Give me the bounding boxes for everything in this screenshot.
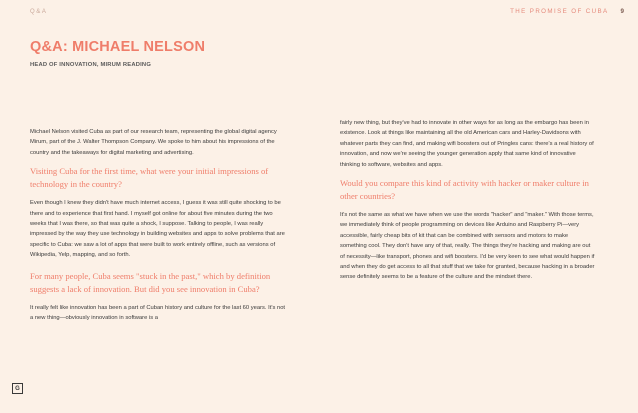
question-2: For many people, Cuba seems "stuck in the past," which by definition suggests a lack of innovation. But did you see innovation in Cuba? bbox=[30, 270, 271, 294]
question-1: Visiting Cuba for the first time, what were your initial impressions of technology in the country? bbox=[30, 166, 269, 190]
answer-2-start: It really felt like innovation has been a part of Cuban history and culture for the last 60 years. It's not a new thing—obviously innovation in software is a bbox=[30, 304, 286, 322]
answer-2-continued: fairly new thing, but they've had to innovate in other ways for as long as the embargo has been in existence. Look at things like maintaining all the old American cars and Harley-Davidsons with whatever parts they can find, and making wifi boosters out of Pringles cans: there's a real history of innovation, and now we're seeing the younger generation apply that same kind of innovative thinking to software, websites and apps. bbox=[340, 120, 594, 168]
page-number: 9 bbox=[620, 8, 624, 15]
running-header bbox=[510, 8, 624, 15]
article-title: Q&A: MICHAEL NELSON bbox=[30, 39, 206, 55]
running-header-section: Q&A bbox=[30, 9, 48, 15]
publication-title: THE PROMISE OF CUBA bbox=[510, 8, 609, 15]
answer-3: It's not the same as what we have when we use the words "hacker" and "maker." With those terms, we immediately think of people programming on devices like Arduino and Raspberry Pi—very accessible, fairly cheap bits of kit that can be combined with sensors and motors to make something cool. They don't have any of that, really. The things they're hacking and making are out of necessity—like transport, phones and wifi boosters. I'd be very keen to see what would happen if and when they do get access to all that stuff that we take for granted, because hacking in a broader sense definitely seems to be a feature of the culture and the mindset there. bbox=[340, 212, 595, 281]
right-column bbox=[340, 118, 596, 283]
publisher-logo: G bbox=[12, 383, 23, 394]
left-column bbox=[30, 127, 286, 323]
intro-paragraph: Michael Nelson visited Cuba as part of our research team, representing the global digital agency Mirum, part of the J. Walter Thompson Company. We spoke to him about his impressions of the country and the takeaways for digital marketing and advertising. bbox=[30, 129, 277, 156]
answer-1: Even though I knew they didn't have much internet access, I guess it was still quite shocking to be there and to experience that first hand. I myself got online for about five minutes during the two weeks that I was there, so that was quite a shock, I suppose. Talking to people, I was really impressed by the way they use technology in building websites and apps to solve problems that are specific to Cuba: we saw a lot of apps that were built to work entirely offline, such as versions of Wikipedia, Yelp, mapping, and so forth. bbox=[30, 200, 285, 259]
question-3: Would you compare this kind of activity with hacker or maker culture in other countries? bbox=[340, 178, 589, 202]
article-subtitle: HEAD OF INNOVATION, MIRUM READING bbox=[30, 62, 152, 68]
